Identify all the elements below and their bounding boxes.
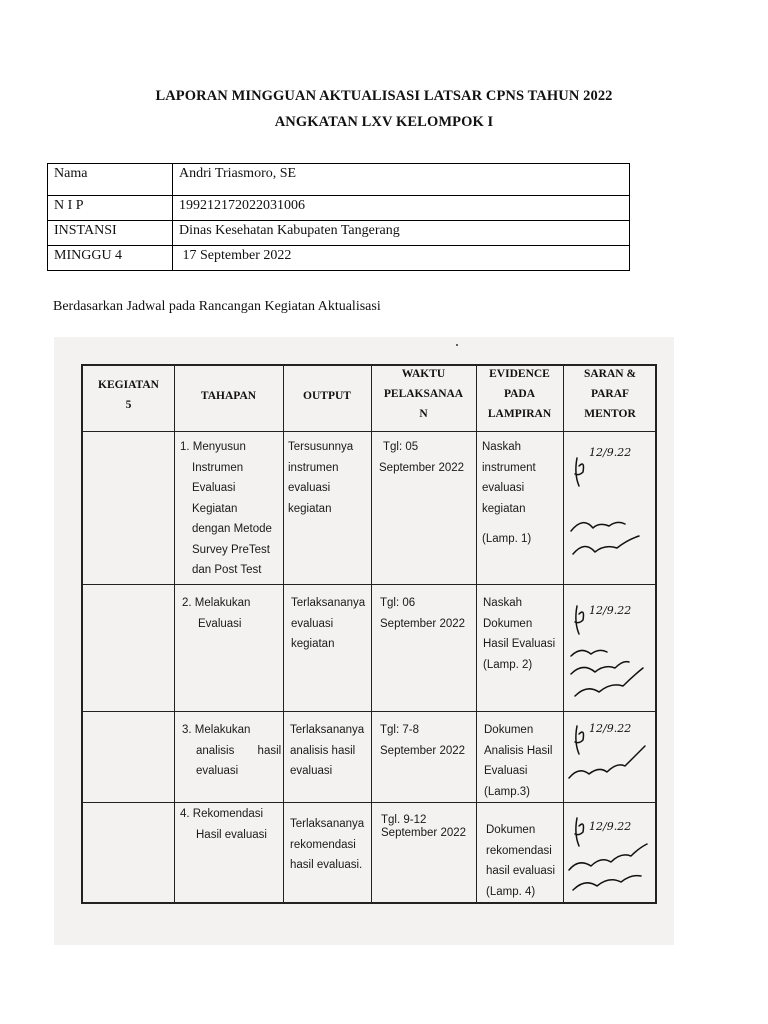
- value-minggu: 17 September 2022: [173, 246, 630, 271]
- row-divider: [83, 802, 655, 803]
- row1-tahapan: 1. Menyusun Instrumen Evaluasi Kegiatan dengan Metode Survey PreTest dan Post Test: [180, 441, 272, 576]
- value-instansi: Dinas Kesehatan Kabupaten Tangerang: [173, 221, 630, 246]
- mentor-signature: [565, 716, 657, 800]
- report-subtitle: ANGKATAN LXV KELOMPOK I: [274, 114, 494, 130]
- row2-evidence: Naskah Dokumen Hasil Evaluasi (Lamp. 2): [483, 597, 556, 671]
- row2-output: Terlaksananya evaluasi kegiatan: [291, 597, 366, 650]
- column-divider: [174, 366, 175, 902]
- label-nip: N I P: [48, 196, 173, 221]
- svg-text:12/9.22: 12/9.22: [589, 446, 632, 459]
- row-divider: [83, 431, 655, 432]
- row1-output: Tersusunnya instrumen evaluasi kegiatan: [288, 441, 354, 515]
- table-row: [48, 221, 630, 246]
- header-saran: SARAN & PARAF MENTOR: [583, 368, 637, 420]
- column-divider: [371, 366, 372, 902]
- mentor-signature: [565, 806, 657, 904]
- value-nip: 199212172022031006: [173, 196, 630, 221]
- identity-table: [47, 163, 630, 271]
- label-nama: Nama: [48, 164, 173, 196]
- header-tahapan: TAHAPAN: [200, 390, 257, 402]
- header-evidence: EVIDENCE PADA LAMPIRAN: [487, 368, 552, 420]
- row1-evidence: Naskah instrument evaluasi kegiatan (Lamp. 1): [482, 441, 536, 545]
- row3-waktu: Tgl: 7-8 September 2022: [380, 724, 466, 757]
- mentor-signature: [565, 436, 657, 576]
- column-divider: [563, 366, 564, 902]
- row2-tahapan: 2. Melakukan Evaluasi: [182, 597, 251, 630]
- header-kegiatan: KEGIATAN 5: [98, 379, 159, 411]
- schedule-table: [81, 364, 657, 904]
- column-divider: [476, 366, 477, 902]
- header-waktu: WAKTU PELAKSANAA N: [383, 368, 464, 420]
- row2-waktu: Tgl: 06 September 2022: [380, 597, 466, 630]
- row4-waktu: Tgl. 9-12 September 2022: [381, 814, 467, 839]
- table-row: [48, 246, 630, 271]
- column-divider: [283, 366, 284, 902]
- table-row: [48, 196, 630, 221]
- svg-text:12/9.22: 12/9.22: [589, 722, 632, 735]
- scan-speck: [456, 344, 458, 346]
- row-divider: [83, 584, 655, 585]
- svg-text:12/9.22: 12/9.22: [589, 820, 632, 833]
- label-instansi: INSTANSI: [48, 221, 173, 246]
- row4-tahapan: 4. Rekomendasi Hasil evaluasi: [180, 808, 267, 841]
- row4-evidence: Dokumen rekomendasi hasil evaluasi (Lamp. 4): [486, 824, 556, 898]
- row1-waktu: Tgl: 05 September 2022: [379, 441, 465, 474]
- row3-evidence: Dokumen Analisis Hasil Evaluasi (Lamp.3): [484, 724, 553, 798]
- row3-output: Terlaksananya analisis hasil evaluasi: [290, 724, 365, 777]
- header-output: OUTPUT: [303, 390, 351, 402]
- row3-tahapan: 3. Melakukan analisis hasil evaluasi: [182, 724, 282, 777]
- value-nama: Andri Triasmoro, SE: [173, 164, 630, 196]
- mentor-signature: [565, 592, 657, 708]
- report-title: LAPORAN MINGGUAN AKTUALISASI LATSAR CPNS TAHUN 2022: [155, 88, 613, 104]
- svg-text:12/9.22: 12/9.22: [589, 604, 632, 617]
- row4-output: Terlaksananya rekomendasi hasil evaluasi.: [290, 818, 365, 871]
- scanned-schedule: [54, 337, 674, 945]
- intro-text: Berdasarkan Jadwal pada Rancangan Kegiatan Aktualisasi: [53, 299, 381, 314]
- row-divider: [83, 711, 655, 712]
- label-minggu: MINGGU 4: [48, 246, 173, 271]
- table-row: [48, 164, 630, 196]
